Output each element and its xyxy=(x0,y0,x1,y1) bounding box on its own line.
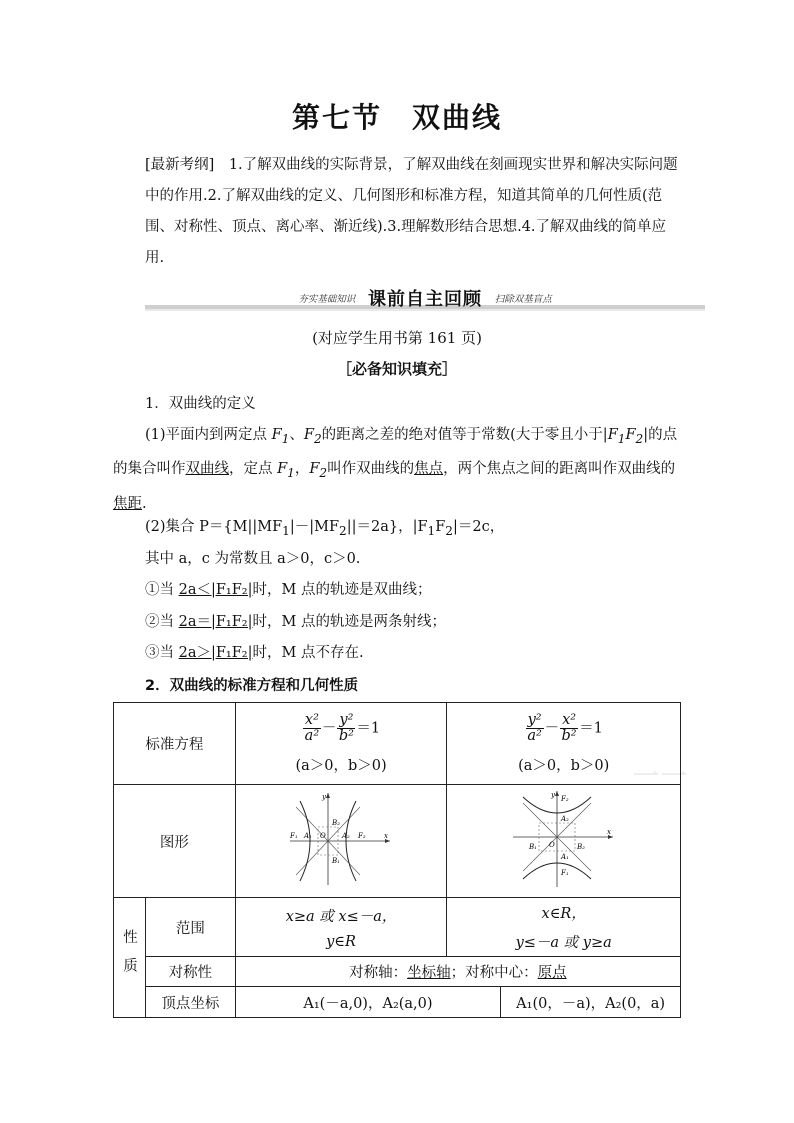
case1-condition: 2a＜|F₁F₂| xyxy=(178,582,253,598)
sym-axis: 坐标轴 xyxy=(407,965,451,981)
frac-y2-b2: $\frac{\text{y²}}{\text{b²}}$ xyxy=(338,711,354,744)
sym-text-a: 对称轴： xyxy=(349,965,408,981)
vertex-horizontal: A₁(－a,0)，A₂(a,0) xyxy=(235,987,501,1018)
fig2-label-a2: A₂ xyxy=(560,815,569,823)
def-text-g: 叫作双曲线的 xyxy=(327,461,415,478)
fig2-label-x: x xyxy=(606,828,611,836)
case-3 xyxy=(145,641,364,662)
case-1 xyxy=(145,578,431,599)
def-f1-b: $F_1$ xyxy=(277,461,295,481)
def-term-focal-distance: 焦距 xyxy=(113,495,142,512)
vertical-hyperbola-figure xyxy=(509,789,619,889)
def-f2-b: $F_2$ xyxy=(309,461,328,481)
case2-condition: 2a＝|F₁F₂| xyxy=(178,614,253,630)
case2-post: 时，M 点的轨迹是两条射线； xyxy=(252,614,446,630)
set-definition: (2)集合 $P=\{M||MF_1|-|MF_2||=2a\}$，$|F_1F_2|=2c$， xyxy=(145,519,505,538)
fig2-label-a1: A₁ xyxy=(560,853,569,861)
table-row xyxy=(114,957,681,987)
banner-main-text: 课前自主回顾 xyxy=(368,289,482,310)
equation-vertical: $\frac{\text{y²}}{\text{a²}}$ － $\frac{\text{x²}}{\text{b²}}$ ＝1 (a＞0，b＞0) xyxy=(447,703,681,785)
fig1-label-f1: F₁ xyxy=(290,832,298,840)
section-banner xyxy=(145,283,705,313)
fig2-label-o: O xyxy=(548,841,555,849)
def-text-e: ，定点 xyxy=(229,461,278,478)
def-term-hyperbola: 双曲线 xyxy=(185,461,229,478)
fig1-label-a2: A₂ xyxy=(342,832,350,840)
case3-pre: ③当 xyxy=(145,645,179,661)
sym-center: 原点 xyxy=(537,965,567,981)
properties-table xyxy=(113,702,681,1018)
case1-post: 时，M 点的轨迹是双曲线； xyxy=(252,582,432,598)
def-text-end: . xyxy=(142,495,147,512)
fig2-label-f1: F₁ xyxy=(560,869,569,877)
eq2-rhs: ＝1 xyxy=(579,720,603,736)
constants-line: 其中 a，c 为常数且 a＞0，c＞0. xyxy=(145,551,361,567)
label-range: 范围 xyxy=(145,898,235,957)
fig1-label-y: y xyxy=(322,793,326,801)
case3-condition: 2a＞|F₁F₂| xyxy=(178,645,253,661)
figure-vertical-cell xyxy=(447,785,681,898)
label-standard-equation: 标准方程 xyxy=(114,703,236,785)
def-f1f2: $F_1F_2$ xyxy=(607,427,644,446)
def-text-c: 的距离之差的绝对值等于常数(大于零且小于| xyxy=(321,427,608,443)
syllabus-label: [最新考纲] xyxy=(145,157,215,173)
case3-post: 时，M 点不存在. xyxy=(252,645,364,661)
set-text-b: |－|MF xyxy=(289,519,340,535)
equation-horizontal: $\frac{\text{x²}}{\text{a²}}$ － $\frac{\text{y²}}{\text{b²}}$ ＝1 (a＞0，b＞0) xyxy=(235,703,447,785)
def-f2: $F_2$ xyxy=(303,427,322,446)
def-text-b: 、 xyxy=(289,427,304,443)
table-row xyxy=(114,898,681,957)
sym-text-b: ；对称中心： xyxy=(450,965,538,981)
page-reference: (对应学生用书第 161 页) xyxy=(312,329,482,347)
def-term-foci: 焦点 xyxy=(414,461,444,478)
knowledge-heading: ［必备知识填充］ xyxy=(336,360,457,378)
def-text-d: |的点的集合叫作 xyxy=(113,427,678,478)
banner-left-text: 夯实基础知识 xyxy=(298,294,356,305)
horizontal-hyperbola-figure xyxy=(286,789,396,889)
label-symmetry: 对称性 xyxy=(145,957,235,987)
def-text-a: (1)平面内到两定点 xyxy=(145,427,272,443)
range2-line1: x∈R， xyxy=(541,906,586,922)
label-properties: 性质 xyxy=(114,898,146,1018)
syllabus-text: 1.了解双曲线的实际背景，了解双曲线在刻画现实世界和解决实际问题中的作用.2.了解双曲线的定义、几何图形和标准方程，知道其简单的几何性质(范围、对称性、顶点、离心率、渐近线).3.理解数形结合思想.4.了解双曲线的简单应用. xyxy=(145,157,678,266)
fig1-label-x: x xyxy=(384,832,388,840)
eq2-condition: (a＞0，b＞0) xyxy=(518,757,610,774)
fig1-label-b1: B₁ xyxy=(332,857,340,865)
definition-paragraph xyxy=(113,420,685,519)
fig1-label-f2: F₂ xyxy=(358,832,366,840)
label-vertex: 顶点坐标 xyxy=(145,987,235,1018)
frac-y2-a2: $\frac{\text{y²}}{\text{a²}}$ xyxy=(527,711,542,744)
banner-right-text: 扫除双基盲点 xyxy=(494,294,552,305)
frac-x2-b2: $\frac{\text{x²}}{\text{b²}}$ xyxy=(561,711,577,744)
def-text-h: ，两个焦点之间的距离叫作双曲线的 xyxy=(443,461,676,478)
range-vertical xyxy=(447,898,681,957)
figure-horizontal-cell xyxy=(235,785,447,898)
frac-x2-a2: $\frac{\text{x²}}{\text{a²}}$ xyxy=(304,711,320,744)
eq1-condition: (a＞0，b＞0) xyxy=(295,757,387,774)
table-row xyxy=(114,987,681,1018)
fig2-label-y: y xyxy=(550,791,555,799)
fig1-label-b2: B₂ xyxy=(332,819,340,827)
table-row xyxy=(114,785,681,898)
def-f1: $F_1$ xyxy=(271,427,290,446)
def-text-f: ， xyxy=(294,461,310,478)
fig2-label-f2: F₂ xyxy=(560,795,569,803)
case1-pre: ①当 xyxy=(145,582,179,598)
watermark: 一一 xyxy=(633,762,690,792)
case-2 xyxy=(145,610,446,631)
case2-pre: ②当 xyxy=(145,614,179,630)
fig1-label-a1: A₁ xyxy=(304,832,312,840)
set-text-a: (2)集合 P＝{M||MF xyxy=(145,519,283,535)
range2-line2: y≤－a 或 y≥a xyxy=(515,935,612,951)
section2-heading: 2．双曲线的标准方程和几何性质 xyxy=(145,678,359,694)
range-horizontal xyxy=(235,898,447,957)
set-text-d: F xyxy=(435,519,446,535)
eq1-rhs: ＝1 xyxy=(356,720,381,736)
section1-heading: 1．双曲线的定义 xyxy=(145,396,256,412)
set-text-c: ||＝2a}，|F xyxy=(346,519,428,535)
range1-line2: y∈R xyxy=(326,933,356,950)
table-row xyxy=(114,703,681,785)
page-title: 第七节 双曲线 xyxy=(291,101,502,134)
range1-line1: x≥a 或 x≤－a， xyxy=(285,908,397,925)
label-figure: 图形 xyxy=(114,785,236,898)
fig1-label-o: O xyxy=(320,832,326,840)
vertex-vertical: A₁(0，－a)，A₂(0，a) xyxy=(501,987,681,1018)
symmetry-value xyxy=(235,957,680,987)
set-text-e: |＝2c， xyxy=(452,519,505,535)
fig2-label-b2: B₂ xyxy=(576,843,585,851)
syllabus-paragraph xyxy=(145,150,685,274)
fig2-label-b1: B₁ xyxy=(528,843,537,851)
